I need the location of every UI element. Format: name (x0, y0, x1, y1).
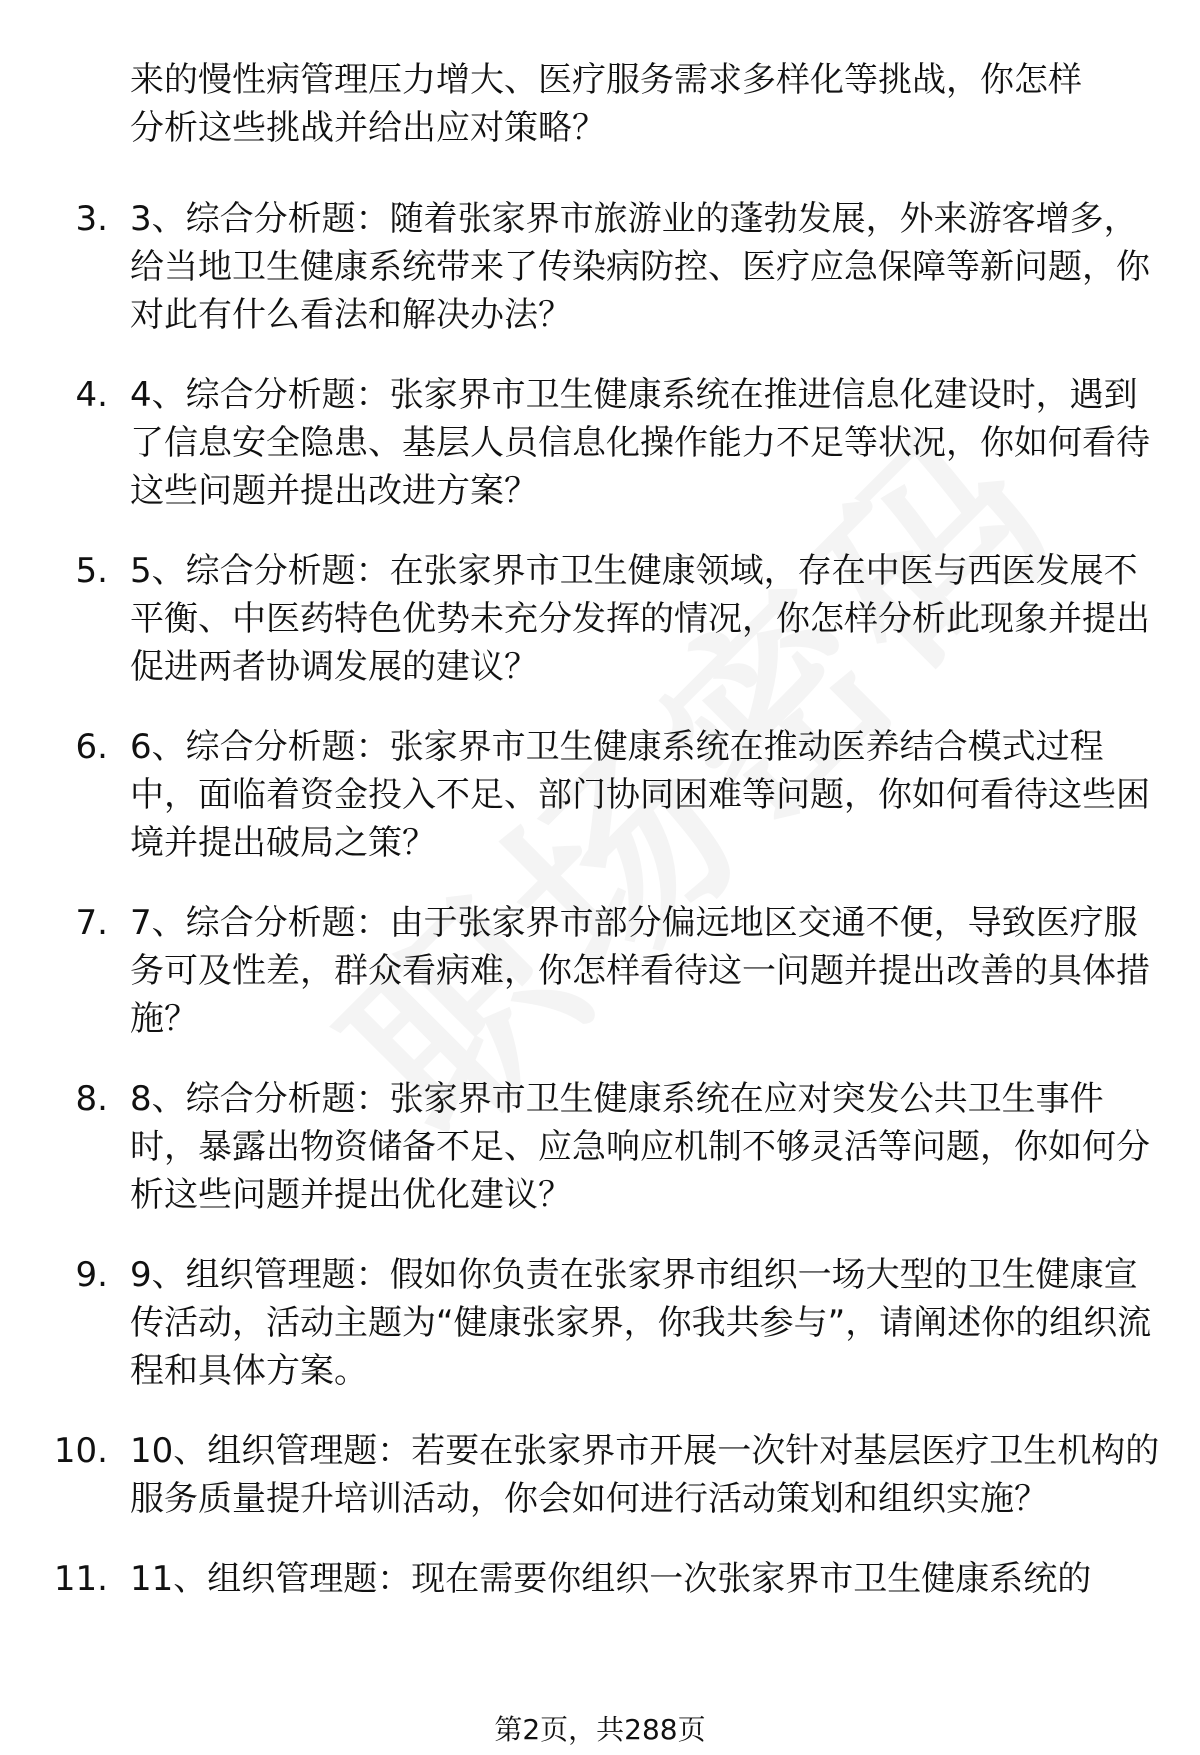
question-number: 10. (53, 1431, 108, 1471)
question-item (0, 1075, 1200, 1219)
question-text: 9、组织管理题：假如你负责在张家界市组织一场大型的卫生健康宣传活动，活动主题为“健康张家界，你我共参与”，请阐述你的组织流程和具体方案。 (130, 1255, 1152, 1391)
question-item (0, 899, 1200, 1043)
question-item (0, 371, 1200, 515)
question-number: 6. (75, 727, 108, 767)
continued-question-text (130, 56, 1160, 152)
question-number: 4. (75, 375, 108, 415)
question-number: 3. (75, 199, 108, 239)
question-text: 6、综合分析题：张家界市卫生健康系统在推动医养结合模式过程中，面临着资金投入不足、部门协同困难等问题，你如何看待这些困境并提出破局之策？ (130, 727, 1150, 863)
question-item (0, 723, 1200, 867)
intro-line: 来的慢性病管理压力增大、医疗服务需求多样化等挑战，你怎样 (130, 60, 1082, 100)
question-text: 8、综合分析题：张家界市卫生健康系统在应对突发公共卫生事件时，暴露出物资储备不足、应急响应机制不够灵活等问题，你如何分析这些问题并提出优化建议？ (130, 1079, 1150, 1215)
page-footer: 第2页，共288页 (494, 1713, 706, 1746)
question-list (0, 195, 1200, 1635)
question-item (0, 1251, 1200, 1395)
question-text: 10、组织管理题：若要在张家界市开展一次针对基层医疗卫生机构的服务质量提升培训活动，你会如何进行活动策划和组织实施？ (130, 1431, 1160, 1519)
question-item (0, 1555, 1200, 1603)
intro-line: 分析这些挑战并给出应对策略？ (130, 108, 606, 148)
question-item (0, 547, 1200, 691)
question-text: 3、综合分析题：随着张家界市旅游业的蓬勃发展，外来游客增多，给当地卫生健康系统带来了传染病防控、医疗应急保障等新问题，你对此有什么看法和解决办法？ (130, 199, 1150, 335)
question-text: 7、综合分析题：由于张家界市部分偏远地区交通不便，导致医疗服务可及性差，群众看病难，你怎样看待这一问题并提出改善的具体措施？ (130, 903, 1150, 1039)
question-number: 8. (75, 1079, 108, 1119)
question-text: 11、组织管理题：现在需要你组织一次张家界市卫生健康系统的 (130, 1559, 1092, 1599)
question-number: 9. (75, 1255, 108, 1295)
question-number: 5. (75, 551, 108, 591)
question-text: 4、综合分析题：张家界市卫生健康系统在推进信息化建设时，遇到了信息安全隐患、基层人员信息化操作能力不足等状况，你如何看待这些问题并提出改进方案？ (130, 375, 1150, 511)
question-item (0, 1427, 1200, 1523)
question-number: 7. (75, 903, 108, 943)
question-number: 11. (53, 1559, 108, 1599)
question-text: 5、综合分析题：在张家界市卫生健康领域，存在中医与西医发展不平衡、中医药特色优势未充分发挥的情况，你怎样分析此现象并提出促进两者协调发展的建议？ (130, 551, 1150, 687)
question-item (0, 195, 1200, 339)
